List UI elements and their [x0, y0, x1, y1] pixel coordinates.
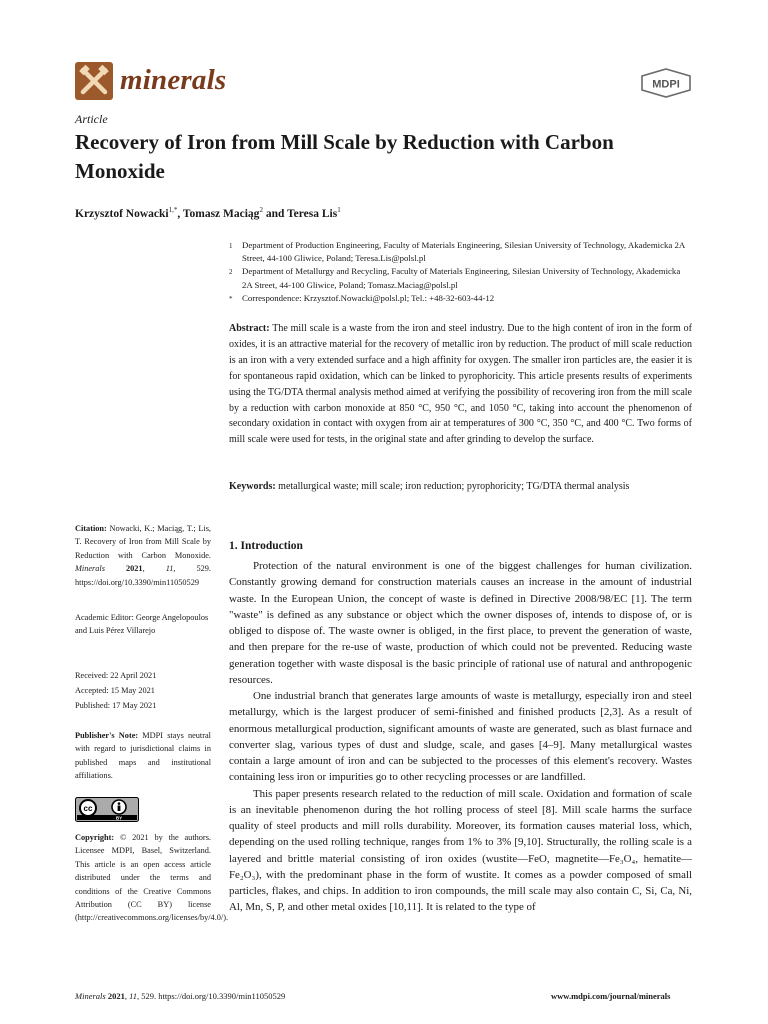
affiliation-item: [229, 265, 689, 291]
citation-journal: Minerals: [75, 564, 105, 574]
publisher-note-text: MDPI stays neutral with regard to jurisdictional claims in published maps and institutional affiliations.: [75, 731, 211, 781]
affiliations: [229, 239, 689, 306]
author-name: Tomasz Maciąg: [182, 207, 260, 220]
footer-volume: , 11: [124, 991, 137, 1001]
affiliation-item: [229, 239, 689, 265]
correspondence-mark: *: [229, 294, 233, 303]
citation-block: [75, 522, 211, 589]
footer-journal: Minerals: [75, 991, 106, 1001]
citation-label: Citation:: [75, 524, 107, 533]
journal-logo-icon: [75, 62, 113, 100]
copyright-text: © 2021 by the authors. Licensee MDPI, Basel, Switzerland. This article is an open access article distributed under the terms and conditions of the Creative Commons Attribution (CC BY) license (http://creativecommons.org/licenses/by/4.0/).: [75, 833, 229, 923]
citation-text: Nowacki, K.; Maciąg, T.; Lis, T. Recovery of Iron from Mill Scale by Reduction with Carbon Monoxide.: [75, 524, 211, 560]
correspondence: [229, 292, 689, 306]
section-heading: 1. Introduction: [229, 540, 303, 552]
author-list: [75, 206, 341, 220]
publisher-note: [75, 729, 211, 783]
footer-citation: [75, 991, 285, 1001]
copyright-block: [75, 831, 229, 925]
body-paragraph: Protection of the natural environment is one of the biggest challenges for human civilization. Constantly growing demand for construction materials causes an increase in the amount of industrial waste. In the European Union, the concept of waste is defined in Directive 2008/98/EC [1]. The term "waste" is defined as any substance or object which the owner disposes of, intends to dispose of, or is obliged to dispose of. The waste owner is obliged, in the first place, to prevent the generation of waste, and then prepare for the re-use of waste, production of which could not be prevented. Reducing waste generation together with waste disposal is the basic principle of rational use of natural and anthropogenic resources.: [229, 560, 692, 686]
author-separator: ,: [177, 207, 183, 220]
author-affiliation-mark: 1: [337, 206, 341, 214]
keywords-label: Keywords:: [229, 481, 276, 492]
affiliation-text: Department of Production Engineering, Faculty of Materials Engineering, Silesian University of Technology, Akademicka 2A Street, 44-100 Gliwice, Poland; Teresa.Lis@polsl.pl: [242, 240, 685, 264]
abstract-text: The mill scale is a waste from the iron and steel industry. Due to the high content of iron in the form of oxides, it is an attractive material for the recovery of metallic iron by reduction. The product of mill scale reduction is an iron with a very extended surface and a high affinity for oxygen. The smaller iron particles are, the easier it is for spontaneous rapid oxidation, which can be linked to pyrophoricity. This article presents results of experiments using the TG/DTA thermal analysis method aimed at verifying the possibility of recovering iron from the mill scale by a reduction with carbon monoxide at 850 °C, 950 °C, and 1050 °C, taking into account the phenomenon of secondary oxidation in contact with oxygen from air at temperatures of 300 °C, 350 °C, and 400 °C. Two forms of mill scale were used for tests, in the original state and after grinding to develop the surface.: [229, 323, 692, 446]
body-paragraph: This paper presents research related to the reduction of mill scale. Oxidation and formation of scale is an inevitable phenomenon during the hot rolling process of steel [8]. Mill scale harms the surface quality of steel products and mill rolls durability. Moreover, its formation causes material loss, which, depending on the used rolling technique, ranges from 1% to 3% [9,10]. Structurally, the rolling scale is a layered and brittle material consisting of iron oxides (wustite—FeO, magnetite—Fe₃O₄, hematite—Fe₂O₃), with the predominant phase in the form of wustite. It comes as a powder composed of small particles, flakes, and chips. In addition to iron compounds, the mill scale may also contain C, Si, Ca, Ni, Al, Mn, S, P, and other metal oxides [10,11]. It is related to the type of: [229, 787, 692, 914]
author-affiliation-mark: 2: [259, 206, 263, 214]
publisher-logo-icon: [640, 68, 692, 98]
date-published: Published: 17 May 2021: [75, 701, 157, 710]
affiliation-number: 2: [229, 268, 233, 277]
abstract: [229, 321, 692, 448]
footer-year: 2021: [105, 991, 125, 1001]
article-type: Article: [75, 112, 108, 126]
author-name: Krzysztof Nowacki: [75, 207, 169, 220]
keywords-text: metallurgical waste; mill scale; iron reduction; pyrophoricity; TG/DTA thermal analysis: [275, 481, 630, 492]
section-body: [229, 558, 692, 916]
citation-volume: , 11: [142, 564, 174, 574]
publisher-note-label: Publisher's Note:: [75, 731, 139, 740]
publisher-logo-text: MDPI: [652, 78, 680, 91]
article-title: Recovery of Iron from Mill Scale by Reduction with Carbon Monoxide: [75, 130, 614, 183]
author-separator: and: [262, 207, 288, 220]
license-badge-text: BY: [115, 815, 123, 821]
cc-by-license-icon[interactable]: [75, 797, 139, 822]
academic-editor: Academic Editor: George Angelopoulos and Luis Pérez Villarejo: [75, 613, 209, 636]
date-received: Received: 22 April 2021: [75, 671, 157, 680]
svg-text:cc: cc: [83, 804, 93, 813]
author-name: Teresa Lis: [287, 207, 338, 220]
citation-year: 2021: [104, 564, 143, 574]
journal-name: minerals: [120, 64, 227, 96]
footer-doi[interactable]: , 529. https://doi.org/10.3390/min11050529: [136, 991, 286, 1001]
abstract-label: Abstract:: [229, 323, 270, 334]
copyright-label: Copyright:: [75, 833, 115, 842]
correspondence-text: Correspondence: Krzysztof.Nowacki@polsl.pl; Tel.: +48-32-603-44-12: [242, 292, 495, 303]
body-paragraph: One industrial branch that generates large amounts of waste is metallurgy, especially iron and steel metallurgy, which is the largest producer of semi-finished and finished products [2,3]. As a result of enormous metallurgical production, significant amounts of waste are generated, such as blast furnace and converter slag, various types of dust and sludge, scale, and gases [4–9]. Many metallurgical wastes contain a large amount of iron and can be subjected to the processes of this element's recovery. Wastes containing less iron or impurities go to other recycling processes or are landfilled.: [229, 690, 692, 784]
date-accepted: Accepted: 15 May 2021: [75, 686, 155, 695]
author-affiliation-mark: 1,*: [168, 206, 178, 214]
affiliation-text: Department of Metallurgy and Recycling, Faculty of Materials Engineering, Silesian University of Technology, Akademicka 2A Street, 44-100 Gliwice, Poland; Tomasz.Maciag@polsl.pl: [242, 266, 681, 290]
affiliation-number: 1: [229, 242, 233, 250]
footer-journal-url[interactable]: www.mdpi.com/journal/minerals: [551, 991, 671, 1001]
keywords: [229, 479, 692, 494]
citation-doi[interactable]: , 529. https://doi.org/10.3390/min11050529: [75, 564, 211, 587]
